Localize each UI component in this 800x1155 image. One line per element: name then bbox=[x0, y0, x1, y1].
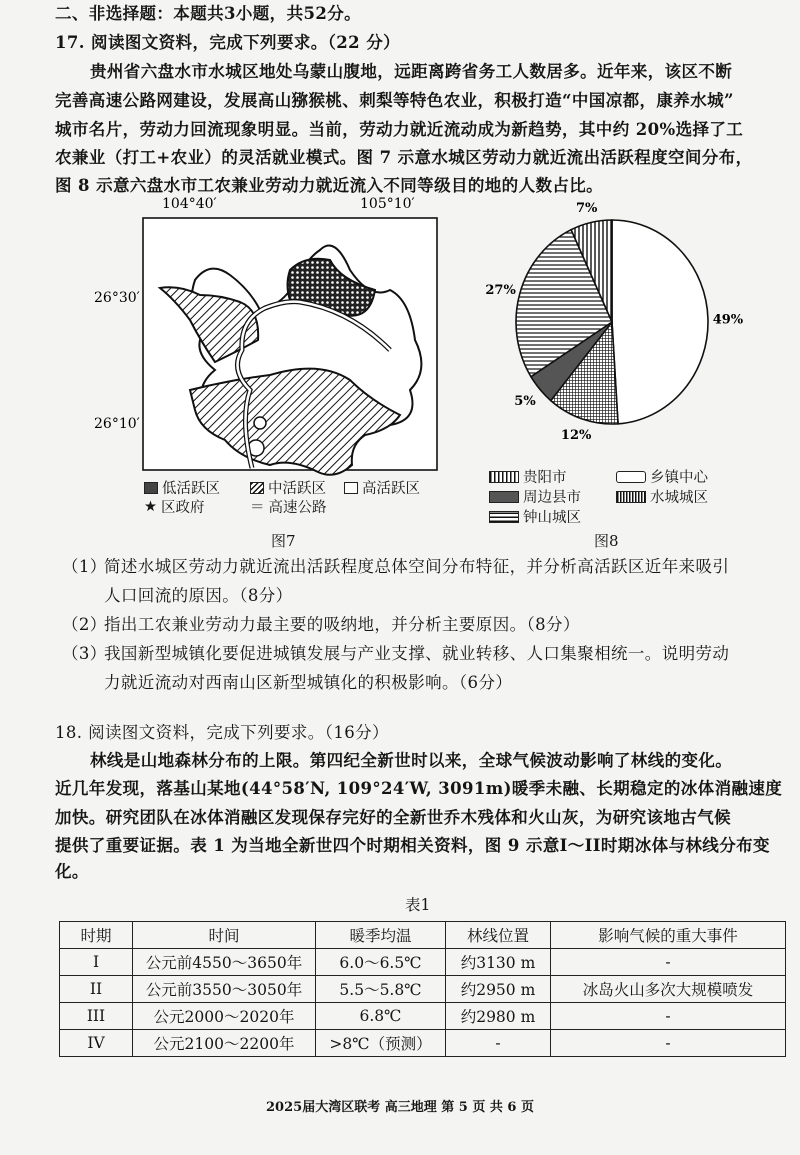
blank-swatch bbox=[344, 482, 358, 494]
legend-shuicheng-urban: 水城城区 bbox=[616, 486, 708, 507]
dark-swatch bbox=[489, 491, 519, 503]
table-cell: 6.8℃ bbox=[316, 1003, 446, 1030]
slice-label: 27% bbox=[485, 283, 516, 299]
question-text: 力就近流动对西南山区新型城镇化的积极影响。（6分） bbox=[104, 673, 513, 692]
legend-guiyang: 贵阳市 bbox=[489, 466, 567, 487]
q18-paragraph-line: 近几年发现，落基山某地(44°58′N, 109°24′W, 3091m)暖季未融、长期稳定的冰体消融速度 bbox=[55, 779, 783, 798]
table-cell: - bbox=[446, 1030, 551, 1057]
dot-pattern-swatch bbox=[144, 482, 158, 494]
table-header: 时间 bbox=[133, 922, 316, 949]
table-cell: 公元前4550～3650年 bbox=[133, 949, 316, 976]
legend-medium-activity: 中活跃区 bbox=[250, 477, 326, 498]
table-cell: 约2980 m bbox=[446, 1003, 551, 1030]
table-1 bbox=[59, 921, 786, 1057]
slice-township-center bbox=[612, 220, 708, 424]
q18-paragraph-line: 化。 bbox=[55, 862, 89, 881]
question-text: 简述水城区劳动力就近流出活跃程度总体空间分布特征，并分析高活跃区近年来吸引 bbox=[104, 557, 730, 576]
vertical-stripe-swatch bbox=[489, 471, 519, 483]
table-cell: 6.0～6.5℃ bbox=[316, 949, 446, 976]
horizontal-stripe-swatch bbox=[489, 511, 519, 523]
q17-paragraph-line: 城市名片，劳动力回流现象明显。当前，劳动力就近流动成为新趋势，其中约 20%选择了工 bbox=[55, 120, 744, 139]
table-row bbox=[60, 1030, 786, 1057]
table-cell: 5.5～5.8℃ bbox=[316, 976, 446, 1003]
table-header-row bbox=[60, 922, 786, 949]
table-row bbox=[60, 949, 786, 976]
table-cell: - bbox=[551, 949, 786, 976]
q18-paragraph-line: 加快。研究团队在冰体消融区发现保存完好的全新世乔木残体和火山灰，为研究该地古气候 bbox=[55, 808, 731, 827]
figure-7-caption: 图7 bbox=[271, 532, 296, 550]
table-cell: II bbox=[60, 976, 133, 1003]
q17-paragraph-line: 完善高速公路网建设，发展高山猕猴桃、刺梨等特色农业，积极打造“中国凉都，康养水城” bbox=[55, 91, 734, 110]
question-number: （1） bbox=[62, 557, 107, 576]
q18-paragraph-line: 提供了重要证据。表 1 为当地全新世四个时期相关资料，图 9 示意I～II时期冰体与林线分布变 bbox=[55, 836, 770, 855]
table-header: 时期 bbox=[60, 922, 133, 949]
table-cell: 公元2100～2200年 bbox=[133, 1030, 316, 1057]
table-cell: 约3130 m bbox=[446, 949, 551, 976]
lat-label: 26°10′ bbox=[94, 416, 140, 432]
table-cell: I bbox=[60, 949, 133, 976]
double-line-icon: ＝ bbox=[250, 500, 265, 516]
table-cell: IV bbox=[60, 1030, 133, 1057]
question-text: 我国新型城镇化要促进城镇发展与产业支撑、就业转移、人口集聚相统一。说明劳动 bbox=[104, 644, 730, 663]
q17-paragraph-line: 贵州省六盘水市水城区地处乌蒙山腹地，远距离跨省务工人数居多。近年来，该区不断 bbox=[90, 62, 733, 81]
slice-label: 49% bbox=[712, 312, 744, 328]
lon-label: 105°10′ bbox=[360, 196, 415, 212]
table-header: 影响气候的重大事件 bbox=[551, 922, 786, 949]
section-title: 二、非选择题：本题共3小题，共52分。 bbox=[55, 4, 362, 23]
star-icon: ★ bbox=[144, 498, 157, 515]
slice-label: 5% bbox=[514, 394, 536, 410]
grid-swatch bbox=[616, 491, 646, 503]
q17-paragraph-line: 图 8 示意六盘水市工农兼业劳动力就近流入不同等级目的地的人数占比。 bbox=[55, 176, 604, 195]
table-row bbox=[60, 976, 786, 1003]
legend-district-gov: ★ 区政府 bbox=[144, 498, 205, 516]
figure-8-caption: 图8 bbox=[594, 532, 619, 550]
table-cell: III bbox=[60, 1003, 133, 1030]
table-cell: 公元2000～2020年 bbox=[133, 1003, 316, 1030]
hatch-swatch bbox=[250, 482, 264, 494]
legend-zhongshan-urban: 钟山城区 bbox=[489, 506, 581, 527]
table-header: 林线位置 bbox=[446, 922, 551, 949]
question-number: （3） bbox=[62, 644, 107, 663]
legend-surrounding-counties: 周边县市 bbox=[489, 486, 581, 507]
legend-high-activity: 高活跃区 bbox=[344, 477, 420, 498]
table-cell: - bbox=[551, 1003, 786, 1030]
table-row bbox=[60, 1003, 786, 1030]
table-title: 表1 bbox=[405, 896, 431, 914]
table-cell: - bbox=[551, 1030, 786, 1057]
legend-highway: ＝ 高速公路 bbox=[250, 496, 327, 517]
question-text: 人口回流的原因。（8分） bbox=[104, 586, 293, 605]
table-cell: 约2950 m bbox=[446, 976, 551, 1003]
q17-title: 17. 阅读图文资料，完成下列要求。（22 分） bbox=[55, 33, 401, 52]
slice-label: 7% bbox=[575, 200, 598, 216]
figure-8-pie-chart bbox=[470, 200, 770, 450]
q18-paragraph-line: 林线是山地森林分布的上限。第四纪全新世时以来，全球气候波动影响了林线的变化。 bbox=[90, 751, 733, 770]
question-text: 指出工农兼业劳动力最主要的吸纳地，并分析主要原因。（8分） bbox=[104, 615, 580, 634]
q18-title: 18. 阅读图文资料，完成下列要求。（16分） bbox=[55, 723, 389, 742]
legend-township-center: 乡镇中心 bbox=[616, 466, 708, 487]
table-header: 暖季均温 bbox=[316, 922, 446, 949]
lat-label: 26°30′ bbox=[94, 290, 140, 306]
question-number: （2） bbox=[62, 615, 107, 634]
table-cell: >8℃（预测） bbox=[316, 1030, 446, 1057]
table-cell: 冰岛火山多次大规模喷发 bbox=[551, 976, 786, 1003]
page-footer: 2025届大湾区联考 高三地理 第 5 页 共 6 页 bbox=[266, 1100, 534, 1115]
blank-swatch bbox=[616, 471, 646, 483]
lon-label: 104°40′ bbox=[162, 196, 217, 212]
table-cell: 公元前3550～3050年 bbox=[133, 976, 316, 1003]
legend-low-activity: 低活跃区 bbox=[144, 477, 220, 498]
q17-paragraph-line: 农兼业（打工+农业）的灵活就业模式。图 7 示意水城区劳动力就近流出活跃程度空间分布， bbox=[55, 148, 753, 167]
slice-label: 12% bbox=[560, 428, 592, 444]
